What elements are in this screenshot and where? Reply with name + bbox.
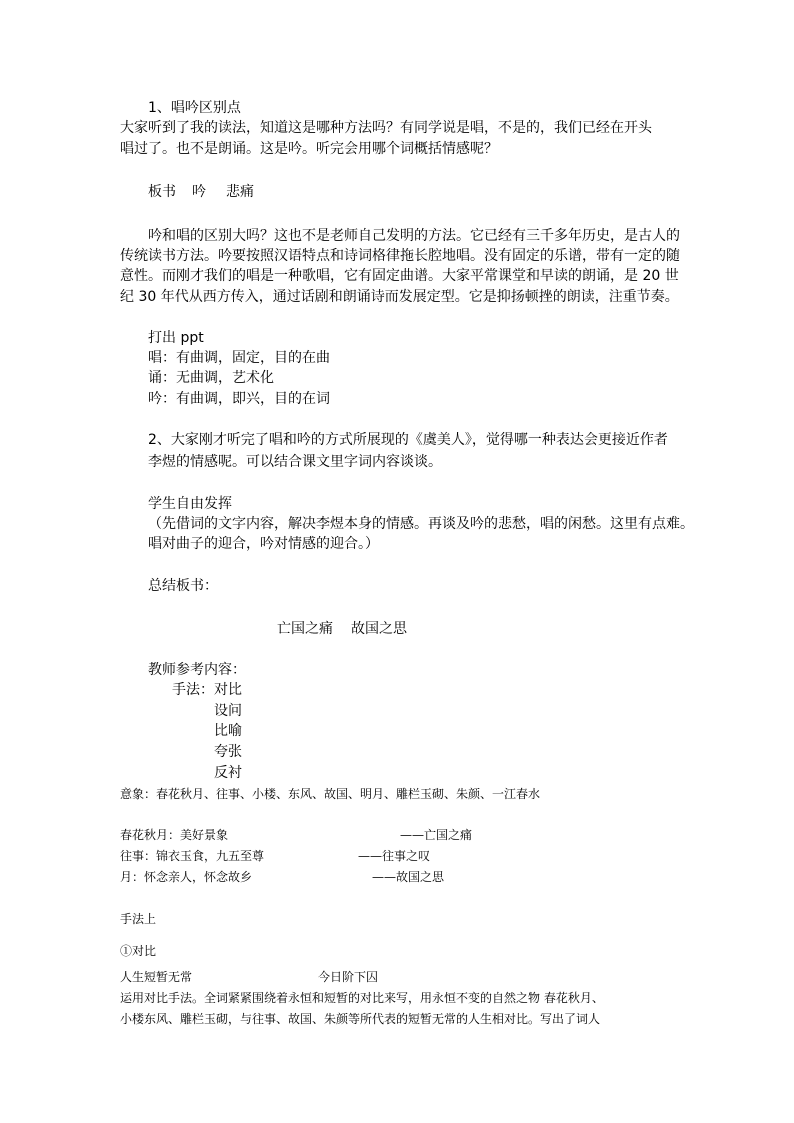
summary-item: 亡国之痛 <box>277 621 333 637</box>
contrast-paragraph-line: 运用对比手法。全词紧紧围绕着永恒和短暂的对比来写，用永恒不变的自然之物 春花秋月、 <box>120 991 604 1005</box>
technique-item: 比喻 <box>214 723 242 739</box>
free-line: 唱对曲子的迎合，吟对情感的迎合。） <box>148 536 379 552</box>
contrast-paragraph-line: 小楼东风、雕栏玉砌，与往事、故国、朱颜等所代表的短暂无常的人生相对比。写出了词人 <box>120 1012 601 1026</box>
technique-label: 手法：对比 <box>172 682 242 698</box>
paragraph-line: 纪 30 年代从西方传入，通过话剧和朗诵诗而发展定型。它是抑扬顿挫的朗读，注重节奏。 <box>120 289 679 305</box>
summary-board <box>277 619 407 639</box>
board-note <box>148 182 254 202</box>
contrast-left: 人生短暂无常 <box>120 970 193 984</box>
note-row-right: ——亡国之痛 <box>400 828 473 842</box>
note-row-right: ——故国之思 <box>372 870 445 884</box>
note-row-right: ——往事之叹 <box>358 849 431 863</box>
paragraph-line: 意性。而刚才我们的唱是一种歌唱，它有固定曲谱。大家平常课堂和早读的朗诵，是 20 世 <box>120 268 679 284</box>
free-line: （先借词的文字内容，解决李煜本身的情感。再谈及吟的悲愁，唱的闲愁。这里有点难。 <box>148 516 694 532</box>
board-word: 悲痛 <box>226 184 254 200</box>
technique-item: 夸张 <box>214 744 242 760</box>
note-row-left: 春花秋月：美好景象 <box>120 828 229 842</box>
section-1-title: 1、唱吟区别点 <box>148 100 241 116</box>
section-2-line: 李煜的情感呢。可以结合课文里字词内容谈谈。 <box>148 454 442 470</box>
note-row-left: 往事：锦衣玉食，九五至尊 <box>120 849 265 863</box>
technique-item: 反衬 <box>214 765 242 781</box>
paragraph-line: 唱过了。也不是朗诵。这是吟。听完会用哪个词概括情感呢？ <box>120 141 498 157</box>
imagery-line: 意象：春花秋月、往事、小楼、东风、故国、明月、雕栏玉砌、朱颜、一江春水 <box>120 787 541 801</box>
reference-title: 教师参考内容： <box>148 662 246 678</box>
ppt-line: 诵：无曲调，艺术化 <box>148 370 274 386</box>
summary-item: 故国之思 <box>351 621 407 637</box>
free-title: 学生自由发挥 <box>148 496 232 512</box>
paragraph-line: 吟和唱的区别大吗？这也不是老师自己发明的方法。它已经有三千多年历史，是古人的 <box>148 228 680 244</box>
technique-item: 设问 <box>214 703 242 719</box>
paragraph-line: 大家听到了我的读法，知道这是哪种方法吗？有同学说是唱，不是的，我们已经在开头 <box>120 120 652 136</box>
ppt-line: 唱：有曲调，固定，目的在曲 <box>148 350 330 366</box>
contrast-right: 今日阶下囚 <box>318 970 379 984</box>
board-word: 吟 <box>192 184 206 200</box>
paragraph-line: 传统读书方法。吟要按照汉语特点和诗词格律拖长腔地唱。没有固定的乐谱，带有一定的随 <box>120 248 680 264</box>
summary-title: 总结板书： <box>148 578 218 594</box>
ppt-title: 打出 ppt <box>148 330 204 346</box>
note-row-left: 月：怀念亲人，怀念故乡 <box>120 870 253 884</box>
ppt-line: 吟：有曲调，即兴，目的在词 <box>148 391 330 407</box>
section-2-line: 2、大家刚才听完了唱和吟的方式所展现的《虞美人》，觉得哪一种表达会更接近作者 <box>148 432 668 448</box>
technique-upper: 手法上 <box>120 912 157 926</box>
board-label: 板书 <box>148 184 176 200</box>
contrast-label: ①对比 <box>120 944 157 958</box>
